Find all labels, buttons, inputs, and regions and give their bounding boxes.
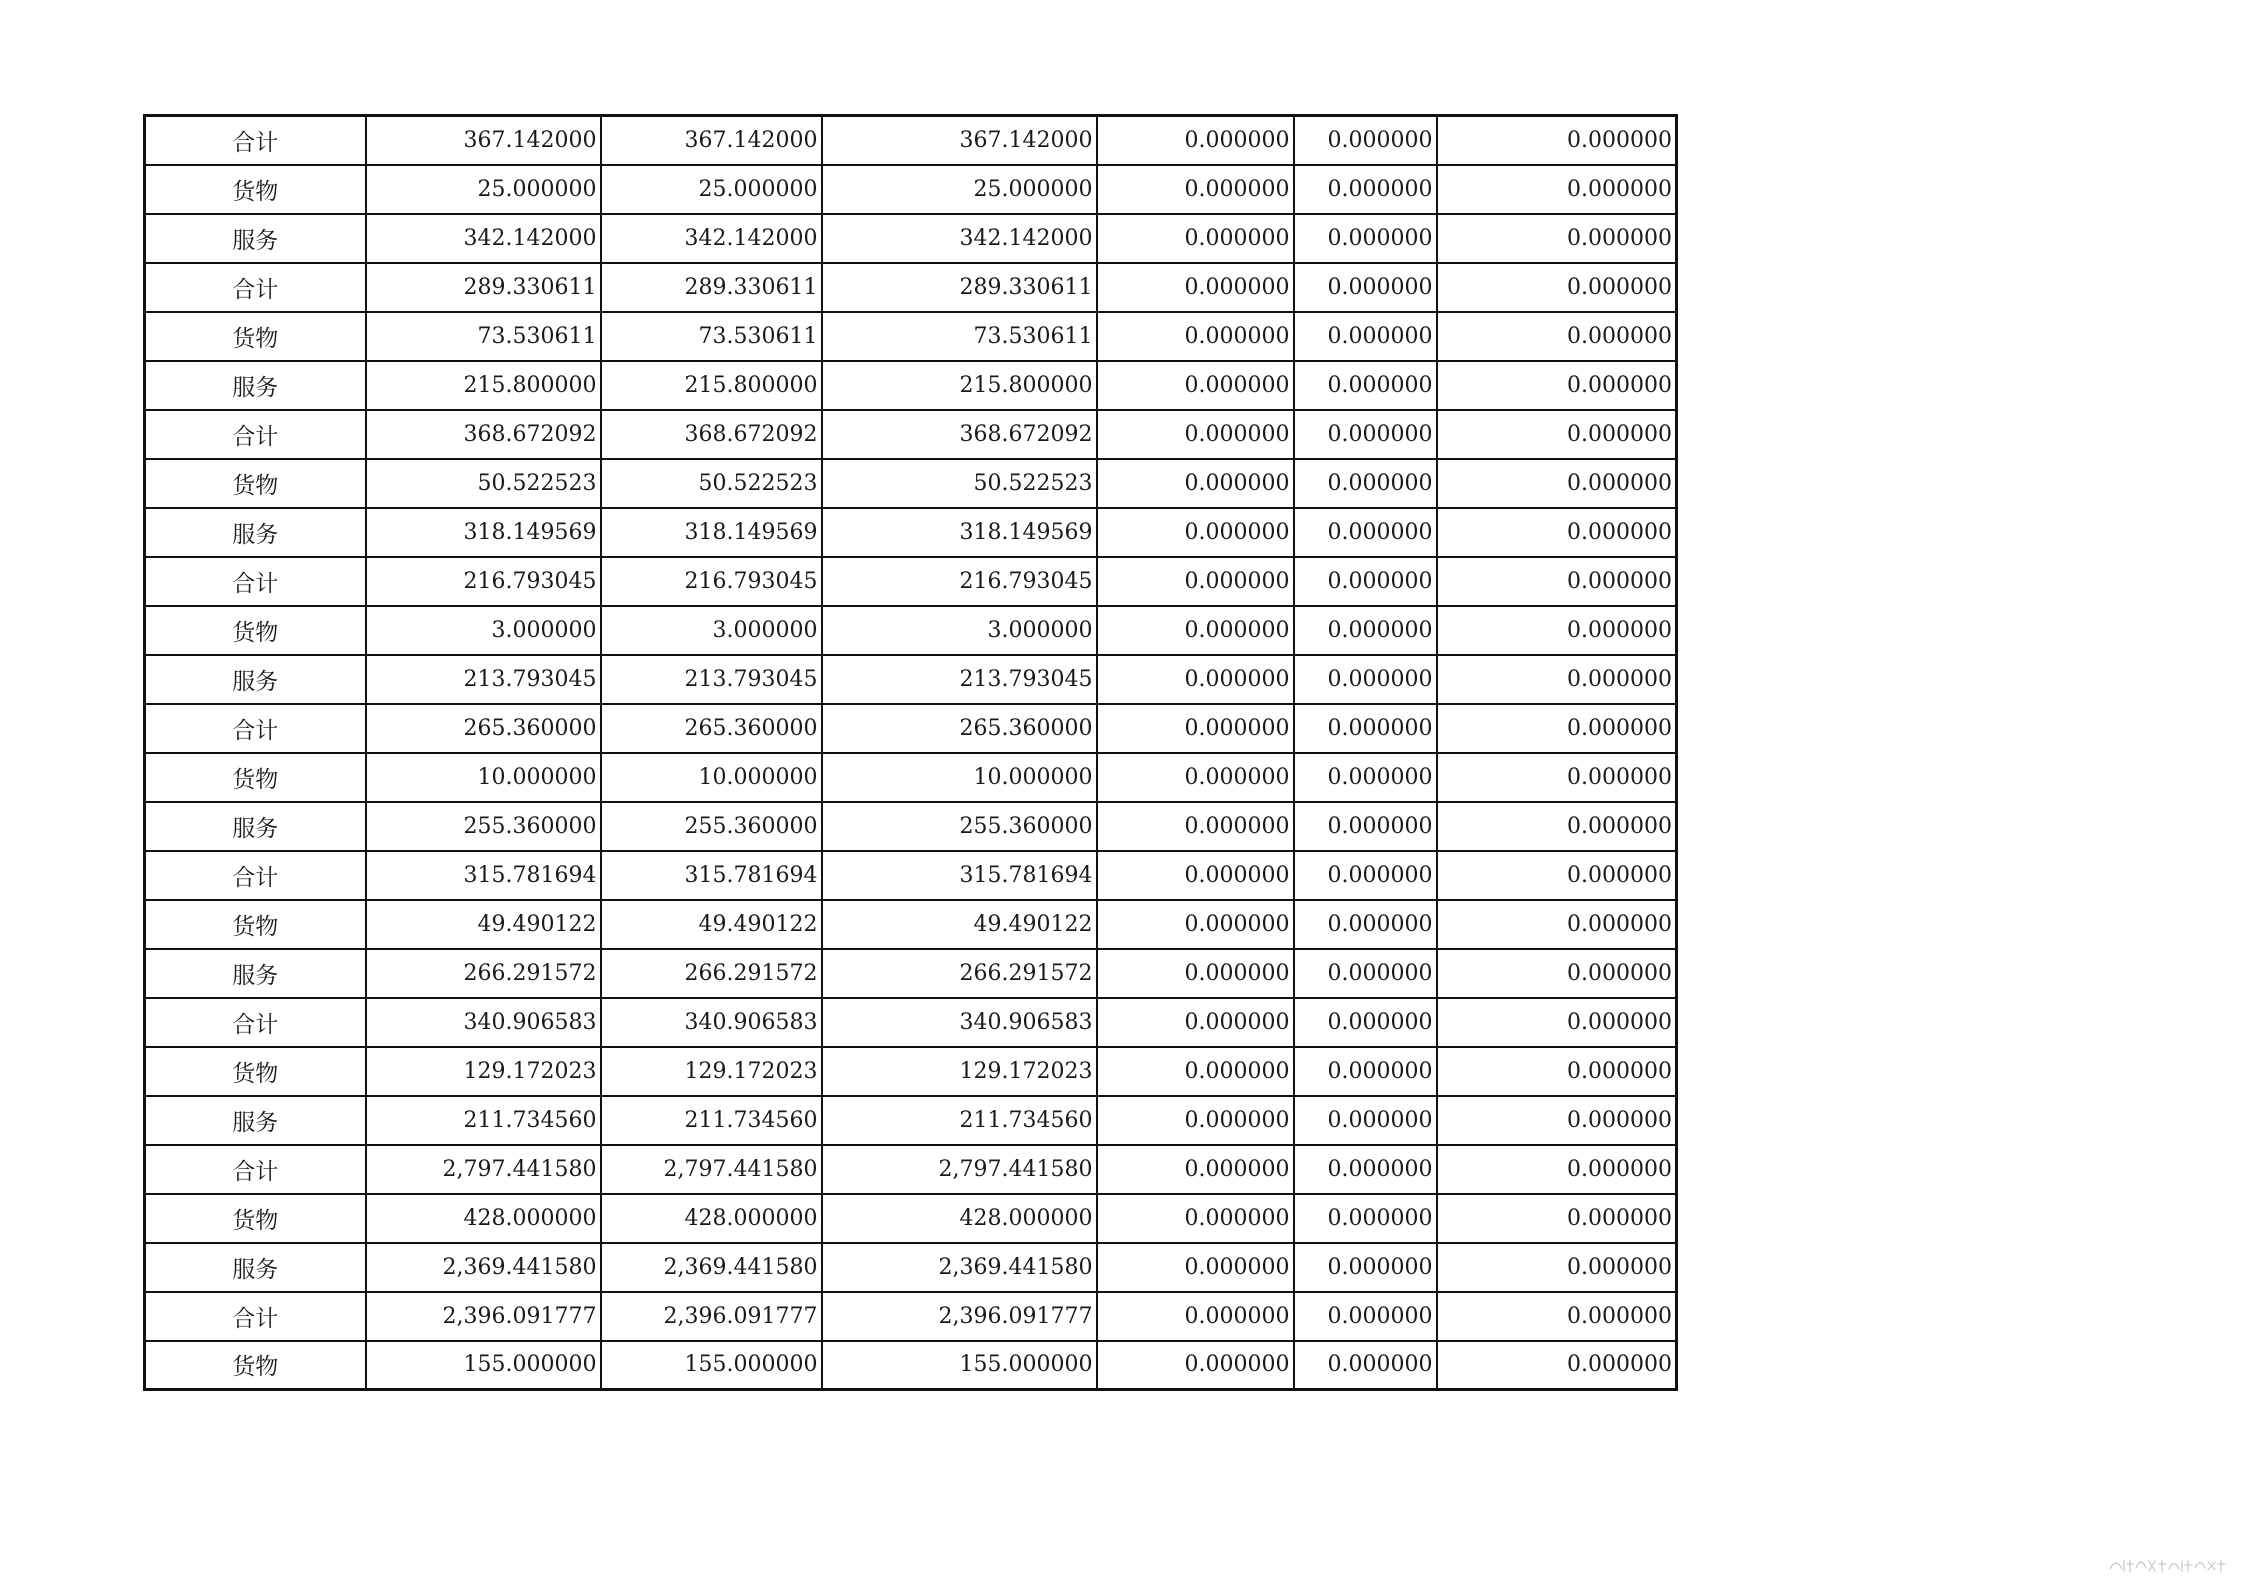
amount-cell: 0.000000 <box>1294 361 1437 410</box>
amount-cell: 2,396.091777 <box>822 1292 1097 1341</box>
category-cell: 合计 <box>145 116 366 165</box>
amount-cell: 0.000000 <box>1097 606 1294 655</box>
table-row <box>145 998 1677 1047</box>
data-table <box>143 114 1678 1391</box>
table-row <box>145 1243 1677 1292</box>
amount-cell: 0.000000 <box>1097 116 1294 165</box>
amount-cell: 73.530611 <box>366 312 601 361</box>
amount-cell: 2,797.441580 <box>822 1145 1097 1194</box>
amount-cell: 0.000000 <box>1437 459 1677 508</box>
table-row <box>145 1292 1677 1341</box>
amount-cell: 0.000000 <box>1437 1145 1677 1194</box>
amount-cell: 0.000000 <box>1437 1047 1677 1096</box>
amount-cell: 0.000000 <box>1097 704 1294 753</box>
amount-cell: 0.000000 <box>1294 1194 1437 1243</box>
amount-cell: 129.172023 <box>366 1047 601 1096</box>
amount-cell: 0.000000 <box>1437 1243 1677 1292</box>
amount-cell: 289.330611 <box>601 263 822 312</box>
amount-cell: 213.793045 <box>822 655 1097 704</box>
amount-cell: 265.360000 <box>601 704 822 753</box>
amount-cell: 50.522523 <box>822 459 1097 508</box>
amount-cell: 0.000000 <box>1437 851 1677 900</box>
amount-cell: 213.793045 <box>601 655 822 704</box>
amount-cell: 266.291572 <box>822 949 1097 998</box>
category-cell: 服务 <box>145 655 366 704</box>
amount-cell: 0.000000 <box>1097 214 1294 263</box>
amount-cell: 0.000000 <box>1294 802 1437 851</box>
amount-cell: 0.000000 <box>1437 557 1677 606</box>
amount-cell: 0.000000 <box>1097 802 1294 851</box>
amount-cell: 129.172023 <box>601 1047 822 1096</box>
amount-cell: 0.000000 <box>1294 1341 1437 1390</box>
category-cell: 合计 <box>145 557 366 606</box>
category-cell: 服务 <box>145 214 366 263</box>
amount-cell: 265.360000 <box>366 704 601 753</box>
category-cell: 货物 <box>145 1047 366 1096</box>
table-row <box>145 802 1677 851</box>
amount-cell: 0.000000 <box>1437 704 1677 753</box>
amount-cell: 0.000000 <box>1294 410 1437 459</box>
amount-cell: 0.000000 <box>1294 1047 1437 1096</box>
table-row <box>145 1194 1677 1243</box>
amount-cell: 213.793045 <box>366 655 601 704</box>
amount-cell: 0.000000 <box>1294 459 1437 508</box>
table-body <box>145 116 1677 1390</box>
amount-cell: 0.000000 <box>1097 312 1294 361</box>
table-row <box>145 508 1677 557</box>
amount-cell: 215.800000 <box>366 361 601 410</box>
amount-cell: 0.000000 <box>1437 1194 1677 1243</box>
amount-cell: 0.000000 <box>1294 312 1437 361</box>
table-row <box>145 1047 1677 1096</box>
category-cell: 货物 <box>145 606 366 655</box>
amount-cell: 340.906583 <box>366 998 601 1047</box>
watermark-logo-icon <box>2108 1555 2228 1577</box>
category-cell: 合计 <box>145 998 366 1047</box>
amount-cell: 0.000000 <box>1294 508 1437 557</box>
table-row <box>145 214 1677 263</box>
amount-cell: 340.906583 <box>601 998 822 1047</box>
amount-cell: 2,797.441580 <box>601 1145 822 1194</box>
amount-cell: 0.000000 <box>1294 557 1437 606</box>
category-cell: 货物 <box>145 753 366 802</box>
amount-cell: 0.000000 <box>1437 949 1677 998</box>
amount-cell: 0.000000 <box>1097 410 1294 459</box>
amount-cell: 3.000000 <box>822 606 1097 655</box>
amount-cell: 0.000000 <box>1097 1047 1294 1096</box>
table-row <box>145 263 1677 312</box>
amount-cell: 0.000000 <box>1437 606 1677 655</box>
category-cell: 合计 <box>145 851 366 900</box>
category-cell: 货物 <box>145 1341 366 1390</box>
category-cell: 货物 <box>145 459 366 508</box>
amount-cell: 49.490122 <box>366 900 601 949</box>
amount-cell: 0.000000 <box>1437 214 1677 263</box>
table-row <box>145 1341 1677 1390</box>
amount-cell: 216.793045 <box>601 557 822 606</box>
table-row <box>145 557 1677 606</box>
amount-cell: 2,369.441580 <box>366 1243 601 1292</box>
table-row <box>145 949 1677 998</box>
amount-cell: 266.291572 <box>601 949 822 998</box>
amount-cell: 155.000000 <box>601 1341 822 1390</box>
table-row <box>145 361 1677 410</box>
amount-cell: 211.734560 <box>601 1096 822 1145</box>
category-cell: 服务 <box>145 802 366 851</box>
amount-cell: 289.330611 <box>822 263 1097 312</box>
category-cell: 合计 <box>145 410 366 459</box>
table-row <box>145 655 1677 704</box>
amount-cell: 0.000000 <box>1437 655 1677 704</box>
table-row <box>145 851 1677 900</box>
category-cell: 服务 <box>145 949 366 998</box>
amount-cell: 318.149569 <box>822 508 1097 557</box>
amount-cell: 342.142000 <box>822 214 1097 263</box>
amount-cell: 0.000000 <box>1097 851 1294 900</box>
amount-cell: 49.490122 <box>822 900 1097 949</box>
amount-cell: 0.000000 <box>1097 165 1294 214</box>
amount-cell: 73.530611 <box>601 312 822 361</box>
category-cell: 合计 <box>145 1292 366 1341</box>
category-cell: 服务 <box>145 361 366 410</box>
category-cell: 货物 <box>145 900 366 949</box>
amount-cell: 73.530611 <box>822 312 1097 361</box>
amount-cell: 0.000000 <box>1097 1145 1294 1194</box>
amount-cell: 428.000000 <box>601 1194 822 1243</box>
amount-cell: 0.000000 <box>1437 998 1677 1047</box>
amount-cell: 0.000000 <box>1437 410 1677 459</box>
amount-cell: 0.000000 <box>1097 1292 1294 1341</box>
amount-cell: 0.000000 <box>1437 263 1677 312</box>
amount-cell: 367.142000 <box>601 116 822 165</box>
table-row <box>145 165 1677 214</box>
amount-cell: 368.672092 <box>366 410 601 459</box>
amount-cell: 368.672092 <box>601 410 822 459</box>
category-cell: 服务 <box>145 1243 366 1292</box>
amount-cell: 428.000000 <box>822 1194 1097 1243</box>
amount-cell: 49.490122 <box>601 900 822 949</box>
amount-cell: 155.000000 <box>822 1341 1097 1390</box>
amount-cell: 0.000000 <box>1294 116 1437 165</box>
amount-cell: 0.000000 <box>1097 459 1294 508</box>
amount-cell: 155.000000 <box>366 1341 601 1390</box>
table-row <box>145 459 1677 508</box>
amount-cell: 0.000000 <box>1437 900 1677 949</box>
amount-cell: 0.000000 <box>1294 1243 1437 1292</box>
category-cell: 服务 <box>145 508 366 557</box>
amount-cell: 0.000000 <box>1097 998 1294 1047</box>
amount-cell: 318.149569 <box>601 508 822 557</box>
amount-cell: 50.522523 <box>601 459 822 508</box>
amount-cell: 215.800000 <box>601 361 822 410</box>
amount-cell: 0.000000 <box>1294 900 1437 949</box>
amount-cell: 0.000000 <box>1294 998 1437 1047</box>
amount-cell: 0.000000 <box>1437 361 1677 410</box>
amount-cell: 216.793045 <box>822 557 1097 606</box>
amount-cell: 2,396.091777 <box>601 1292 822 1341</box>
amount-cell: 0.000000 <box>1437 1341 1677 1390</box>
amount-cell: 255.360000 <box>601 802 822 851</box>
amount-cell: 0.000000 <box>1294 655 1437 704</box>
amount-cell: 3.000000 <box>366 606 601 655</box>
table-row <box>145 312 1677 361</box>
amount-cell: 25.000000 <box>822 165 1097 214</box>
amount-cell: 3.000000 <box>601 606 822 655</box>
amount-cell: 0.000000 <box>1097 361 1294 410</box>
amount-cell: 0.000000 <box>1294 606 1437 655</box>
amount-cell: 266.291572 <box>366 949 601 998</box>
amount-cell: 0.000000 <box>1437 1096 1677 1145</box>
category-cell: 服务 <box>145 1096 366 1145</box>
amount-cell: 0.000000 <box>1097 1096 1294 1145</box>
amount-cell: 255.360000 <box>366 802 601 851</box>
amount-cell: 0.000000 <box>1294 1145 1437 1194</box>
table-row <box>145 606 1677 655</box>
amount-cell: 289.330611 <box>366 263 601 312</box>
amount-cell: 0.000000 <box>1097 1341 1294 1390</box>
amount-cell: 0.000000 <box>1437 508 1677 557</box>
amount-cell: 0.000000 <box>1294 165 1437 214</box>
amount-cell: 367.142000 <box>366 116 601 165</box>
amount-cell: 0.000000 <box>1294 949 1437 998</box>
category-cell: 合计 <box>145 1145 366 1194</box>
amount-cell: 342.142000 <box>601 214 822 263</box>
amount-cell: 368.672092 <box>822 410 1097 459</box>
table-row <box>145 900 1677 949</box>
amount-cell: 265.360000 <box>822 704 1097 753</box>
amount-cell: 0.000000 <box>1097 508 1294 557</box>
category-cell: 货物 <box>145 1194 366 1243</box>
table-row <box>145 704 1677 753</box>
amount-cell: 0.000000 <box>1294 263 1437 312</box>
amount-cell: 0.000000 <box>1097 655 1294 704</box>
amount-cell: 129.172023 <box>822 1047 1097 1096</box>
amount-cell: 367.142000 <box>822 116 1097 165</box>
amount-cell: 315.781694 <box>601 851 822 900</box>
amount-cell: 0.000000 <box>1097 949 1294 998</box>
amount-cell: 25.000000 <box>366 165 601 214</box>
amount-cell: 0.000000 <box>1437 312 1677 361</box>
amount-cell: 0.000000 <box>1437 1292 1677 1341</box>
amount-cell: 0.000000 <box>1437 165 1677 214</box>
amount-cell: 0.000000 <box>1097 753 1294 802</box>
amount-cell: 216.793045 <box>366 557 601 606</box>
category-cell: 货物 <box>145 312 366 361</box>
amount-cell: 0.000000 <box>1097 557 1294 606</box>
amount-cell: 215.800000 <box>822 361 1097 410</box>
amount-cell: 2,369.441580 <box>822 1243 1097 1292</box>
amount-cell: 318.149569 <box>366 508 601 557</box>
category-cell: 合计 <box>145 704 366 753</box>
amount-cell: 0.000000 <box>1437 116 1677 165</box>
amount-cell: 0.000000 <box>1294 214 1437 263</box>
amount-cell: 211.734560 <box>822 1096 1097 1145</box>
table-row <box>145 1145 1677 1194</box>
category-cell: 货物 <box>145 165 366 214</box>
table-row <box>145 116 1677 165</box>
amount-cell: 0.000000 <box>1294 1096 1437 1145</box>
table-row <box>145 410 1677 459</box>
amount-cell: 0.000000 <box>1294 1292 1437 1341</box>
table-row <box>145 753 1677 802</box>
amount-cell: 340.906583 <box>822 998 1097 1047</box>
amount-cell: 25.000000 <box>601 165 822 214</box>
amount-cell: 0.000000 <box>1294 753 1437 802</box>
category-cell: 合计 <box>145 263 366 312</box>
amount-cell: 0.000000 <box>1437 802 1677 851</box>
amount-cell: 315.781694 <box>366 851 601 900</box>
table-row <box>145 1096 1677 1145</box>
amount-cell: 2,797.441580 <box>366 1145 601 1194</box>
amount-cell: 10.000000 <box>366 753 601 802</box>
amount-cell: 0.000000 <box>1294 851 1437 900</box>
amount-cell: 0.000000 <box>1437 753 1677 802</box>
amount-cell: 428.000000 <box>366 1194 601 1243</box>
amount-cell: 2,396.091777 <box>366 1292 601 1341</box>
amount-cell: 0.000000 <box>1097 1243 1294 1292</box>
amount-cell: 342.142000 <box>366 214 601 263</box>
amount-cell: 0.000000 <box>1097 900 1294 949</box>
amount-cell: 0.000000 <box>1097 1194 1294 1243</box>
amount-cell: 10.000000 <box>601 753 822 802</box>
amount-cell: 315.781694 <box>822 851 1097 900</box>
amount-cell: 2,369.441580 <box>601 1243 822 1292</box>
amount-cell: 50.522523 <box>366 459 601 508</box>
amount-cell: 10.000000 <box>822 753 1097 802</box>
amount-cell: 0.000000 <box>1097 263 1294 312</box>
amount-cell: 255.360000 <box>822 802 1097 851</box>
amount-cell: 0.000000 <box>1294 704 1437 753</box>
amount-cell: 211.734560 <box>366 1096 601 1145</box>
